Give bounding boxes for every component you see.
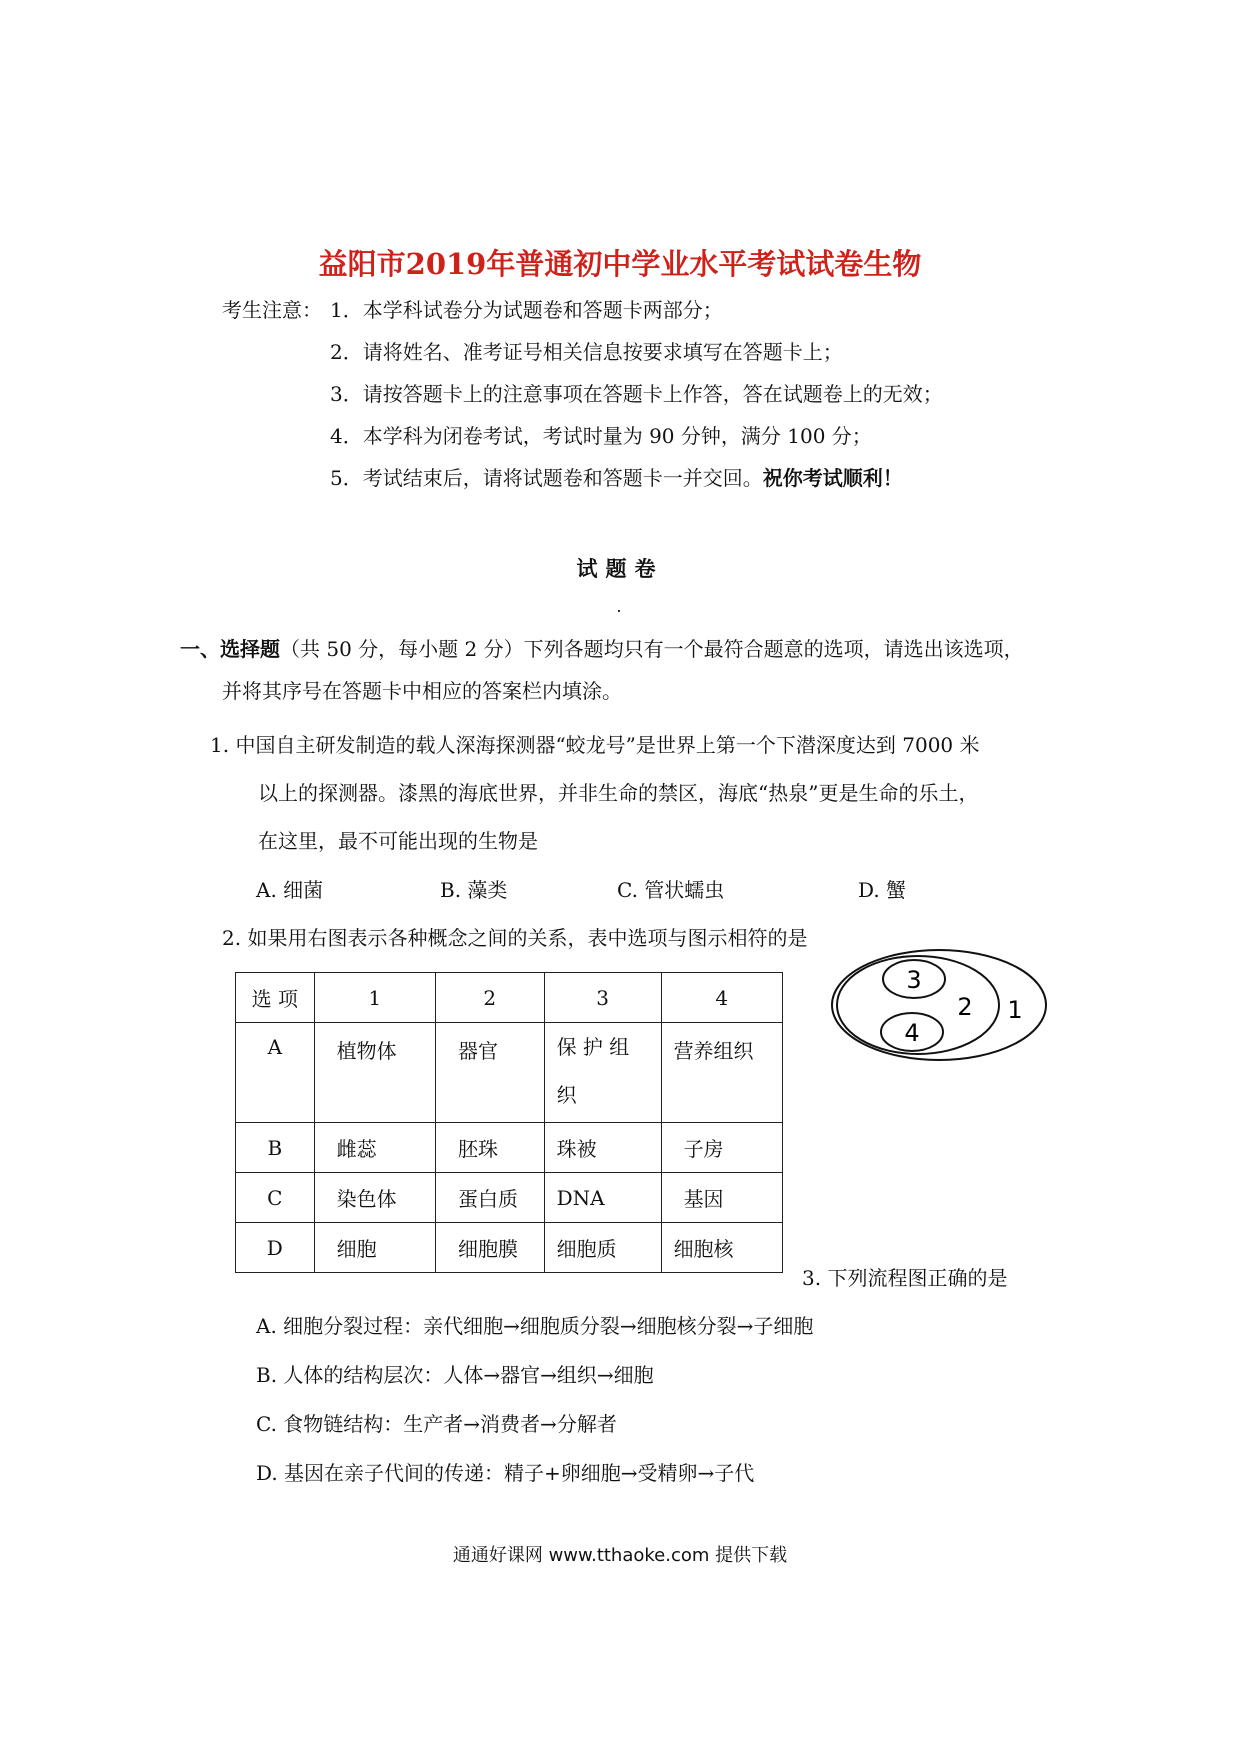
table-cell: 细胞核: [661, 1223, 782, 1273]
table-cell: DNA: [544, 1173, 661, 1223]
diagram-label-2: 2: [957, 993, 973, 1021]
table-cell: 细胞膜: [435, 1223, 544, 1273]
table-row: [236, 1173, 783, 1223]
q1-option-c: C. 管状蠕虫: [617, 878, 725, 902]
notice-item-2: 2．请将姓名、准考证号相关信息按要求填写在答题卡上；: [330, 340, 843, 364]
q1-option-d: D. 蟹: [858, 878, 907, 902]
table-cell: 基因: [661, 1173, 782, 1223]
q2-stem: 2. 如果用右图表示各种概念之间的关系，表中选项与图示相符的是: [222, 926, 808, 950]
table-cell: D: [236, 1223, 315, 1273]
q1-line-2: 以上的探测器。漆黑的海底世界，并非生命的禁区，海底“热泉”更是生命的乐土，: [258, 781, 979, 805]
table-cell: 珠被: [544, 1123, 661, 1173]
table-cell: 胚珠: [435, 1123, 544, 1173]
q1-line-1: 1. 中国自主研发制造的载人深海探测器“蛟龙号”是世界上第一个下潜深度达到 7000 米: [210, 733, 980, 757]
table-header-cell: 4: [661, 973, 782, 1023]
table-header-cell: 选 项: [236, 973, 315, 1023]
table-cell: 器官: [435, 1023, 544, 1123]
table-cell: 雌蕊: [314, 1123, 435, 1173]
table-cell: 子房: [661, 1123, 782, 1173]
concept-diagram: [826, 940, 1056, 1070]
notice-item-5-row: [330, 462, 903, 491]
table-cell: A: [236, 1023, 315, 1123]
table-cell-continued: 织: [556, 1083, 577, 1107]
notice-item-3: 3．请按答题卡上的注意事项在答题卡上作答，答在试题卷上的无效；: [330, 382, 943, 406]
table-cell: C: [236, 1173, 315, 1223]
table-cell: 细胞质: [544, 1223, 661, 1273]
q3-option-a: A. 细胞分裂过程：亲代细胞→细胞质分裂→细胞核分裂→子细胞: [256, 1314, 814, 1338]
table-row: [236, 1223, 783, 1273]
table-cell: 蛋白质: [435, 1173, 544, 1223]
part1-intro-2: 并将其序号在答题卡中相应的答案栏内填涂。: [222, 679, 622, 703]
table-cell-wrap: [544, 1023, 661, 1123]
section-title: 试题卷: [576, 556, 664, 581]
table-header-cell: 1: [314, 973, 435, 1023]
q3-option-b: B. 人体的结构层次：人体→器官→组织→细胞: [256, 1363, 654, 1387]
diagram-label-3: 3: [906, 966, 922, 994]
diagram-label-4: 4: [904, 1019, 920, 1047]
page-title: 益阳市2019年普通初中学业水平考试试卷生物: [318, 247, 922, 281]
footer-text: 通通好课网 www.tthaoke.com 提供下载: [452, 1545, 788, 1566]
q1-option-a: A. 细菌: [256, 878, 324, 902]
q2-table: [235, 972, 783, 1273]
table-header-cell: 3: [544, 973, 661, 1023]
part1-intro-text: （共 50 分，每小题 2 分）下列各题均只有一个最符合题意的选项，请选出该选项，: [280, 637, 1024, 661]
part1-heading: 一、选择题: [180, 637, 280, 661]
q3-option-d: D. 基因在亲子代间的传递：精子+卵细胞→受精卵→子代: [256, 1461, 755, 1485]
table-row: [236, 1023, 783, 1123]
table-cell: 营养组织: [661, 1023, 782, 1123]
part1-intro: [180, 633, 1024, 662]
table-row: [236, 1123, 783, 1173]
notice-closing: 祝你考试顺利！: [762, 466, 903, 490]
notice-item-5: 5．考试结束后，请将试题卷和答题卡一并交回。: [330, 466, 763, 490]
table-header-cell: 2: [435, 973, 544, 1023]
table-cell: 细胞: [314, 1223, 435, 1273]
table-header-row: [236, 973, 783, 1023]
table-cell: B: [236, 1123, 315, 1173]
notice-item-1: 1．本学科试卷分为试题卷和答题卡两部分；: [330, 298, 723, 322]
notice-item-4: 4．本学科为闭卷考试，考试时量为 90 分钟，满分 100 分；: [330, 424, 872, 448]
q1-option-b: B. 藻类: [440, 878, 508, 902]
q3-stem: 3. 下列流程图正确的是: [802, 1266, 1008, 1290]
diagram-label-1: 1: [1007, 996, 1023, 1024]
table-cell: 植物体: [314, 1023, 435, 1123]
stray-dot: [618, 610, 620, 612]
table-cell: 染色体: [314, 1173, 435, 1223]
q3-option-c: C. 食物链结构：生产者→消费者→分解者: [256, 1412, 617, 1436]
q1-line-3: 在这里，最不可能出现的生物是: [258, 829, 538, 853]
notice-label: 考生注意：: [222, 298, 322, 322]
table-cell: 保 护 组: [556, 1035, 630, 1059]
